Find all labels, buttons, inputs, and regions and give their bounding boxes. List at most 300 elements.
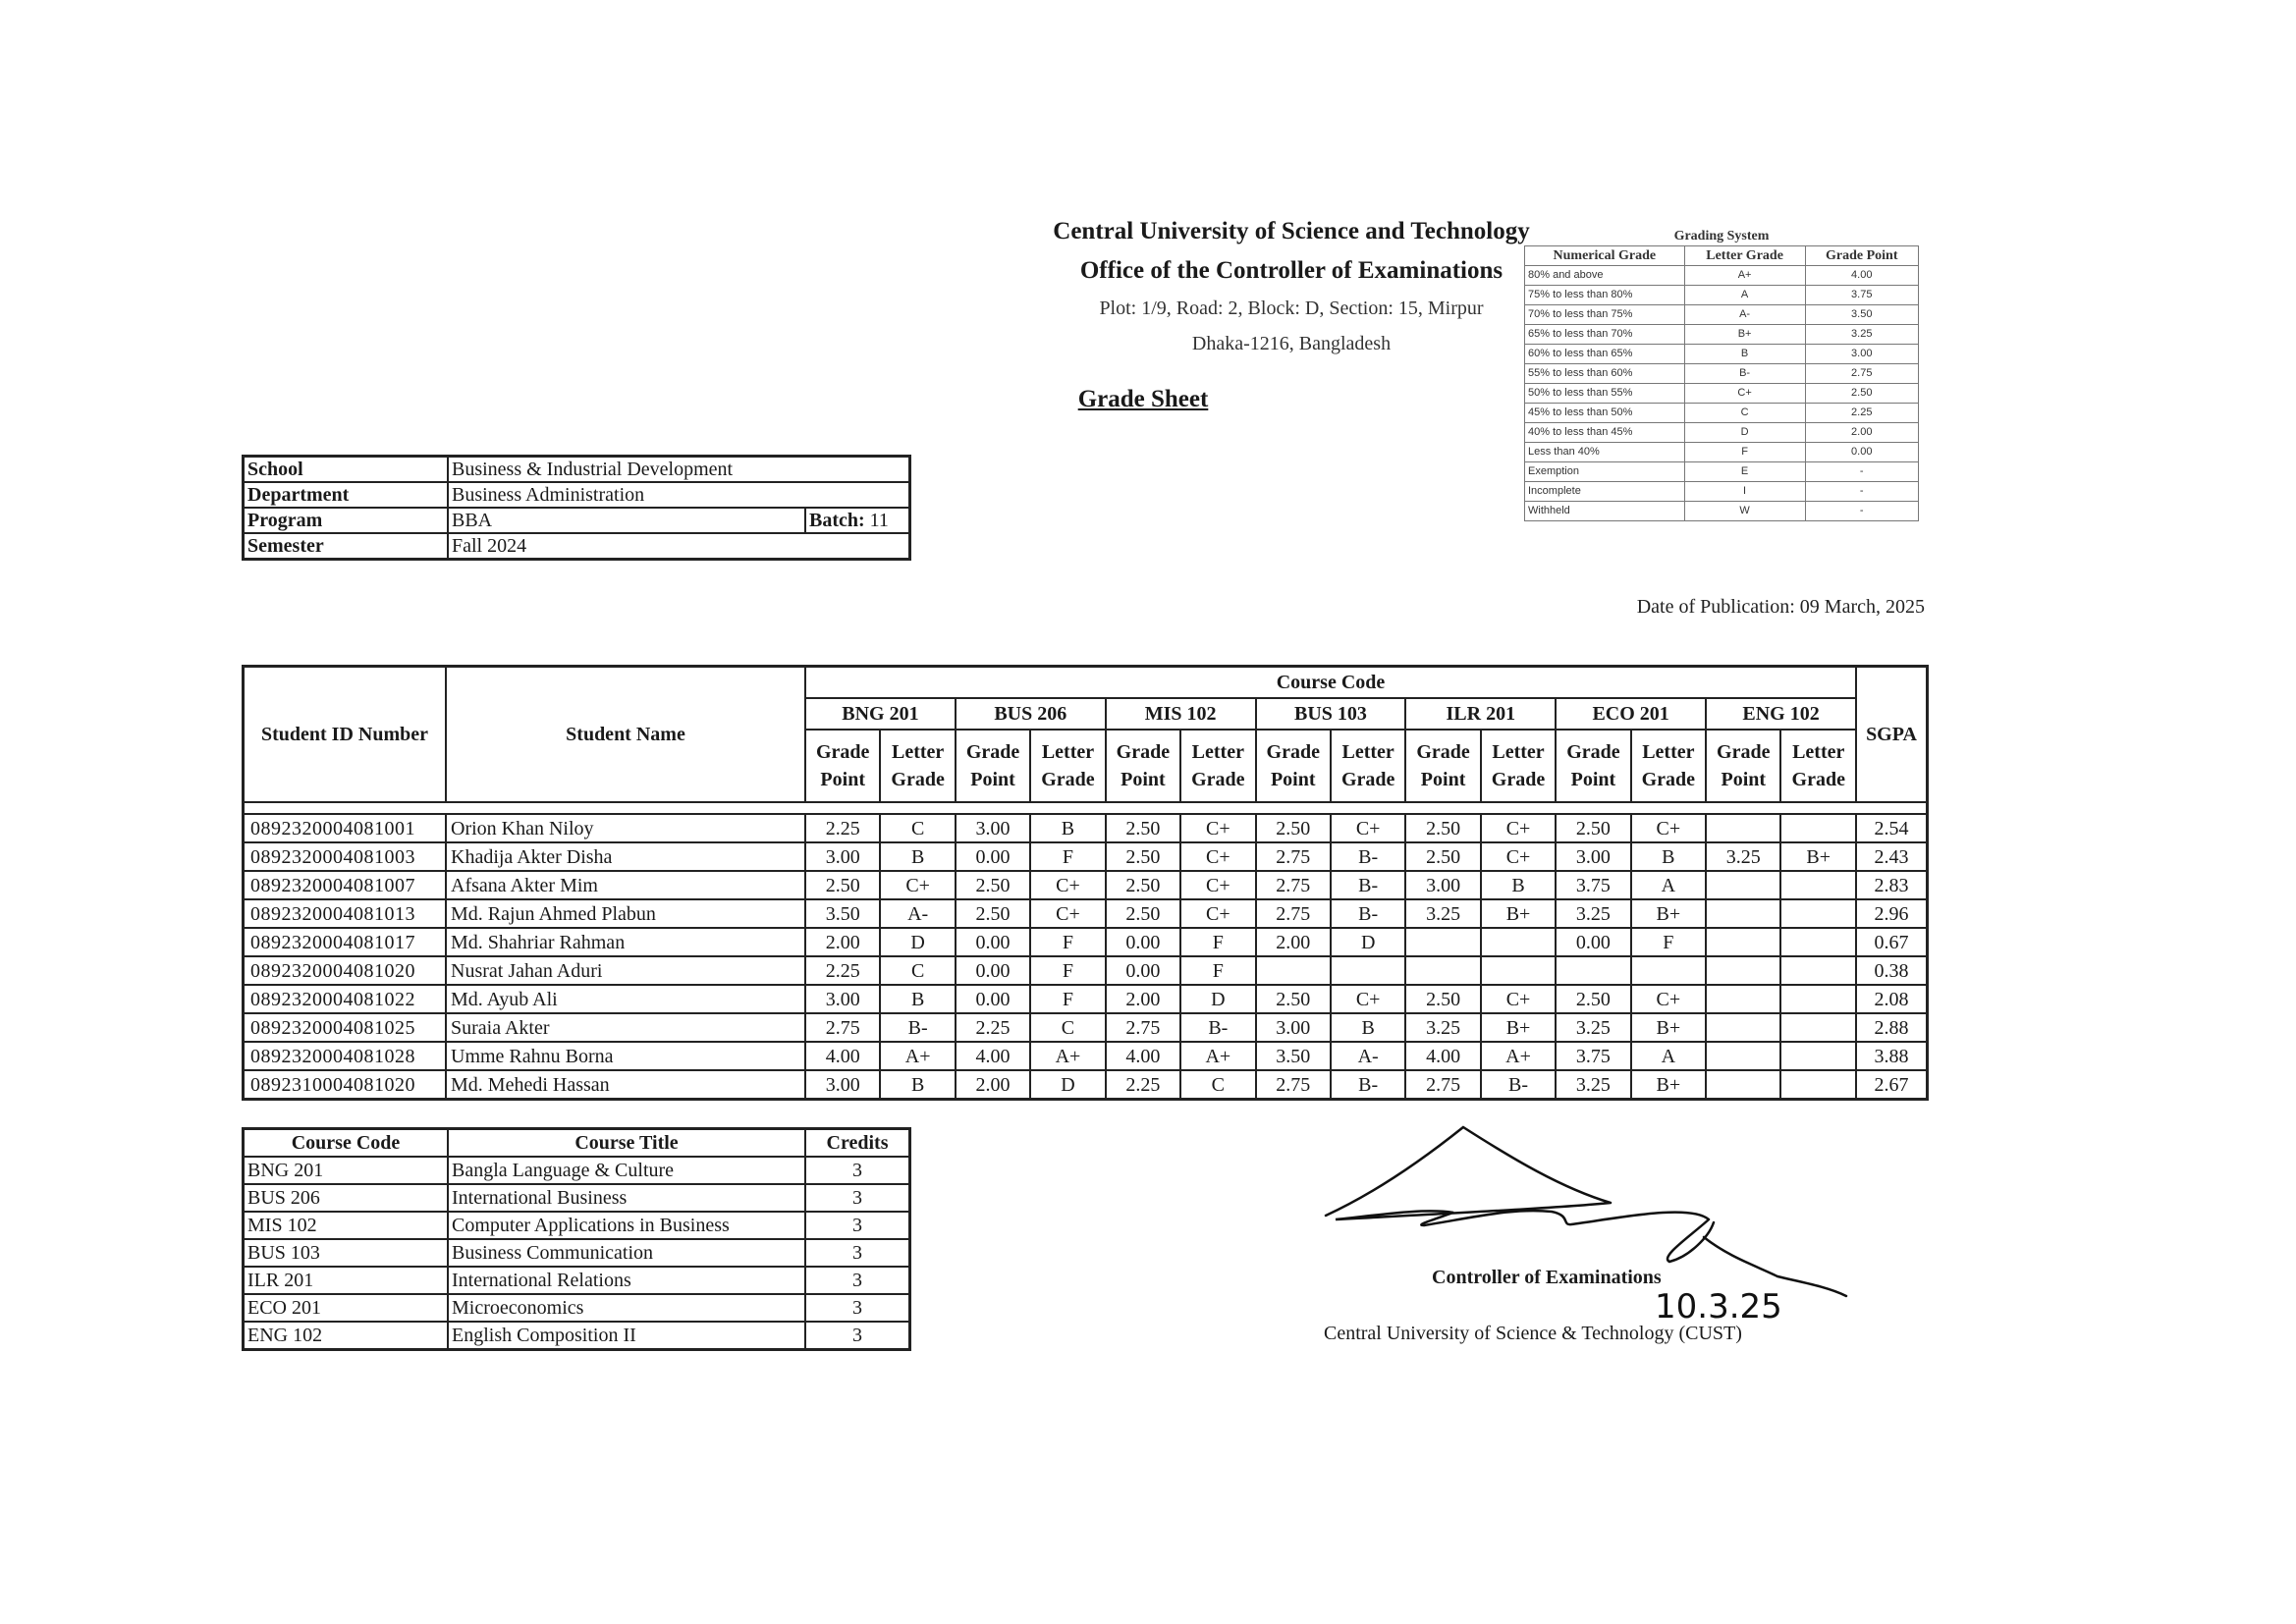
grade-point-header: Grade Point bbox=[1405, 730, 1480, 802]
course-row bbox=[244, 1212, 910, 1239]
grading-row bbox=[1525, 305, 1919, 325]
grade-point-cell: 2.00 bbox=[956, 1070, 1030, 1100]
grade-point-cell: 2.00 bbox=[805, 928, 880, 956]
course-title: Bangla Language & Culture bbox=[448, 1157, 805, 1184]
table-row bbox=[244, 985, 1928, 1013]
grade-point-cell: 2.50 bbox=[1556, 814, 1630, 842]
table-row bbox=[244, 899, 1928, 928]
grade-point-cell: 2.75 bbox=[1256, 871, 1331, 899]
course-code: MIS 102 bbox=[244, 1212, 449, 1239]
course-title: Microeconomics bbox=[448, 1294, 805, 1322]
grade-point-cell: 2.25 bbox=[956, 1013, 1030, 1042]
letter-grade-cell: B+ bbox=[1631, 899, 1706, 928]
grade-point-cell: 3.75 bbox=[1556, 1042, 1630, 1070]
student-id: 0892320004081022 bbox=[244, 985, 447, 1013]
grade-point-cell: 3.00 bbox=[1405, 871, 1480, 899]
grade-point-cell: 2.75 bbox=[805, 1013, 880, 1042]
grade-point: - bbox=[1805, 502, 1918, 521]
office-name: Office of the Controller of Examinations bbox=[1079, 257, 1503, 284]
letter-grade: B bbox=[1684, 345, 1805, 364]
letter-grade: A- bbox=[1684, 305, 1805, 325]
course-list-header: Course Title bbox=[448, 1129, 805, 1158]
course-header: BNG 201 bbox=[805, 698, 956, 730]
grade-point: - bbox=[1805, 482, 1918, 502]
sgpa-cell: 0.67 bbox=[1856, 928, 1928, 956]
letter-grade-cell: F bbox=[1030, 842, 1105, 871]
sgpa-cell: 2.67 bbox=[1856, 1070, 1928, 1100]
letter-grade-cell: C+ bbox=[1481, 842, 1556, 871]
letter-grade-header: Letter Grade bbox=[880, 730, 955, 802]
course-title: Computer Applications in Business bbox=[448, 1212, 805, 1239]
letter-grade-cell bbox=[1481, 928, 1556, 956]
letter-grade: F bbox=[1684, 443, 1805, 462]
letter-grade-cell: C bbox=[1180, 1070, 1255, 1100]
letter-grade-cell: B+ bbox=[1481, 1013, 1556, 1042]
department-value: Business Administration bbox=[448, 482, 910, 508]
grade-point-cell bbox=[1706, 1013, 1780, 1042]
letter-grade-cell: F bbox=[1180, 956, 1255, 985]
course-header: BUS 103 bbox=[1256, 698, 1406, 730]
grade-point-cell: 2.50 bbox=[805, 871, 880, 899]
grade-point-cell bbox=[1706, 899, 1780, 928]
grading-row bbox=[1525, 502, 1919, 521]
grade-point-header: Grade Point bbox=[1106, 730, 1180, 802]
sgpa-cell: 2.08 bbox=[1856, 985, 1928, 1013]
student-name: Orion Khan Niloy bbox=[446, 814, 805, 842]
grade-point-header: Grade Point bbox=[1556, 730, 1630, 802]
grade-point-cell bbox=[1706, 956, 1780, 985]
grade-point-cell: 2.25 bbox=[805, 956, 880, 985]
letter-grade-cell: C bbox=[880, 814, 955, 842]
grade-point: 3.00 bbox=[1805, 345, 1918, 364]
table-row bbox=[244, 871, 1928, 899]
course-credits: 3 bbox=[805, 1184, 910, 1212]
numerical-grade: 45% to less than 50% bbox=[1525, 404, 1685, 423]
grading-row bbox=[1525, 345, 1919, 364]
numerical-grade: 80% and above bbox=[1525, 266, 1685, 286]
letter-grade-cell bbox=[1481, 956, 1556, 985]
batch-label: Batch: bbox=[809, 510, 865, 531]
letter-grade-cell bbox=[1780, 985, 1856, 1013]
course-list-table bbox=[242, 1127, 911, 1351]
grade-point-cell: 3.25 bbox=[1405, 1013, 1480, 1042]
letter-grade-cell: C+ bbox=[1481, 985, 1556, 1013]
letter-grade: A+ bbox=[1684, 266, 1805, 286]
course-credits: 3 bbox=[805, 1157, 910, 1184]
letter-grade-cell bbox=[1780, 1013, 1856, 1042]
course-code: BUS 206 bbox=[244, 1184, 449, 1212]
letter-grade-cell: D bbox=[1180, 985, 1255, 1013]
letter-grade: B+ bbox=[1684, 325, 1805, 345]
student-name: Khadija Akter Disha bbox=[446, 842, 805, 871]
letter-grade-cell: B- bbox=[880, 1013, 955, 1042]
address-line-2: Dhaka-1216, Bangladesh bbox=[1191, 333, 1392, 354]
letter-grade-cell: B- bbox=[1331, 871, 1405, 899]
address-line-1: Plot: 1/9, Road: 2, Block: D, Section: 15, Mirpur bbox=[1099, 298, 1484, 319]
grade-point-cell: 3.00 bbox=[956, 814, 1030, 842]
letter-grade-cell: C+ bbox=[1180, 871, 1255, 899]
grade-point-cell: 2.50 bbox=[1405, 985, 1480, 1013]
letter-grade-cell bbox=[1331, 956, 1405, 985]
course-header: ECO 201 bbox=[1556, 698, 1706, 730]
letter-grade-cell: A+ bbox=[1030, 1042, 1105, 1070]
letter-grade-cell: C+ bbox=[1180, 899, 1255, 928]
letter-grade-header: Letter Grade bbox=[1631, 730, 1706, 802]
letter-grade-cell: D bbox=[1331, 928, 1405, 956]
letter-grade-cell: C+ bbox=[1481, 814, 1556, 842]
course-title: International Relations bbox=[448, 1267, 805, 1294]
letter-grade-cell: B bbox=[1030, 814, 1105, 842]
letter-grade-cell bbox=[1780, 956, 1856, 985]
student-id: 0892320004081020 bbox=[244, 956, 447, 985]
letter-grade-cell: B bbox=[1331, 1013, 1405, 1042]
handwritten-date: 10.3.25 bbox=[1655, 1287, 1782, 1326]
signatory-title: Controller of Examinations bbox=[1432, 1267, 1662, 1288]
letter-grade-cell: C+ bbox=[1180, 842, 1255, 871]
student-id: 0892320004081003 bbox=[244, 842, 447, 871]
course-title: English Composition II bbox=[448, 1322, 805, 1350]
letter-grade-cell: A+ bbox=[1481, 1042, 1556, 1070]
course-row bbox=[244, 1267, 910, 1294]
grade-point-cell bbox=[1706, 1042, 1780, 1070]
sgpa-cell: 2.96 bbox=[1856, 899, 1928, 928]
grade-point-cell: 3.00 bbox=[1256, 1013, 1331, 1042]
letter-grade-cell: B- bbox=[1481, 1070, 1556, 1100]
letter-grade-cell: B+ bbox=[1780, 842, 1856, 871]
letter-grade-cell: C+ bbox=[1631, 814, 1706, 842]
grade-point-cell: 0.00 bbox=[1556, 928, 1630, 956]
student-id: 0892320004081001 bbox=[244, 814, 447, 842]
letter-grade-cell: F bbox=[1030, 928, 1105, 956]
letter-grade-header: Letter Grade bbox=[1481, 730, 1556, 802]
letter-grade-cell: D bbox=[1030, 1070, 1105, 1100]
letter-grade-cell: C+ bbox=[1030, 899, 1105, 928]
grade-point-cell bbox=[1405, 956, 1480, 985]
grade-point-cell: 3.25 bbox=[1706, 842, 1780, 871]
signatory-organization: Central University of Science & Technology (CUST) bbox=[1324, 1323, 1742, 1344]
letter-grade-cell: C bbox=[1030, 1013, 1105, 1042]
letter-grade-cell: F bbox=[1631, 928, 1706, 956]
grade-point: 3.75 bbox=[1805, 286, 1918, 305]
grading-header: Grade Point bbox=[1805, 246, 1918, 266]
letter-grade: D bbox=[1684, 423, 1805, 443]
grade-point-cell bbox=[1556, 956, 1630, 985]
sgpa-cell: 0.38 bbox=[1856, 956, 1928, 985]
grade-point-cell: 4.00 bbox=[956, 1042, 1030, 1070]
table-row bbox=[244, 928, 1928, 956]
grade-point-cell: 2.75 bbox=[1256, 842, 1331, 871]
letter-grade-cell: B bbox=[880, 985, 955, 1013]
letter-grade: E bbox=[1684, 462, 1805, 482]
grade-point-cell bbox=[1706, 985, 1780, 1013]
letter-grade-cell: B+ bbox=[1481, 899, 1556, 928]
grade-point-cell: 2.50 bbox=[1106, 871, 1180, 899]
grading-row bbox=[1525, 404, 1919, 423]
course-credits: 3 bbox=[805, 1267, 910, 1294]
student-name: Nusrat Jahan Aduri bbox=[446, 956, 805, 985]
sgpa-cell: 2.88 bbox=[1856, 1013, 1928, 1042]
letter-grade: W bbox=[1684, 502, 1805, 521]
grade-point: 2.00 bbox=[1805, 423, 1918, 443]
grade-point-cell: 0.00 bbox=[956, 928, 1030, 956]
grade-point-cell: 2.25 bbox=[1106, 1070, 1180, 1100]
letter-grade-header: Letter Grade bbox=[1331, 730, 1405, 802]
student-name: Suraia Akter bbox=[446, 1013, 805, 1042]
grade-point-cell: 2.25 bbox=[805, 814, 880, 842]
course-title: International Business bbox=[448, 1184, 805, 1212]
grading-header: Numerical Grade bbox=[1525, 246, 1685, 266]
grade-point-cell: 2.75 bbox=[1106, 1013, 1180, 1042]
grade-point-cell: 2.50 bbox=[1556, 985, 1630, 1013]
grade-point: 4.00 bbox=[1805, 266, 1918, 286]
course-code: ENG 102 bbox=[244, 1322, 449, 1350]
grade-point-cell: 3.00 bbox=[805, 842, 880, 871]
letter-grade-cell: A+ bbox=[880, 1042, 955, 1070]
student-name: Md. Rajun Ahmed Plabun bbox=[446, 899, 805, 928]
letter-grade-cell: A- bbox=[880, 899, 955, 928]
grade-point-cell: 3.75 bbox=[1556, 871, 1630, 899]
letter-grade-cell: B- bbox=[1331, 899, 1405, 928]
letter-grade-cell: B bbox=[880, 842, 955, 871]
course-list-header: Credits bbox=[805, 1129, 910, 1158]
numerical-grade: 70% to less than 75% bbox=[1525, 305, 1685, 325]
letter-grade-header: Letter Grade bbox=[1180, 730, 1255, 802]
grade-table bbox=[242, 665, 1929, 1101]
course-title: Business Communication bbox=[448, 1239, 805, 1267]
grade-point-cell: 2.50 bbox=[1256, 985, 1331, 1013]
grade-point-cell: 3.25 bbox=[1556, 899, 1630, 928]
sgpa-cell: 3.88 bbox=[1856, 1042, 1928, 1070]
grade-point-cell: 4.00 bbox=[1405, 1042, 1480, 1070]
batch-cell bbox=[805, 508, 910, 533]
program-label: Program bbox=[244, 508, 449, 533]
numerical-grade: 75% to less than 80% bbox=[1525, 286, 1685, 305]
letter-grade: I bbox=[1684, 482, 1805, 502]
grading-row bbox=[1525, 462, 1919, 482]
letter-grade-cell: C+ bbox=[1331, 985, 1405, 1013]
letter-grade-cell bbox=[1631, 956, 1706, 985]
grade-point-cell: 2.50 bbox=[1405, 814, 1480, 842]
letter-grade-cell: B- bbox=[1331, 1070, 1405, 1100]
course-code-header: Course Code bbox=[805, 667, 1856, 699]
table-row bbox=[244, 814, 1928, 842]
letter-grade-cell bbox=[1780, 1070, 1856, 1100]
grade-point-header: Grade Point bbox=[1706, 730, 1780, 802]
grade-point-cell bbox=[1256, 956, 1331, 985]
grading-row bbox=[1525, 364, 1919, 384]
sgpa-header: SGPA bbox=[1856, 667, 1928, 803]
university-name: Central University of Science and Technology bbox=[1053, 218, 1530, 244]
letter-grade-cell: B bbox=[1631, 842, 1706, 871]
numerical-grade: Incomplete bbox=[1525, 482, 1685, 502]
grade-point-header: Grade Point bbox=[805, 730, 880, 802]
course-code: ILR 201 bbox=[244, 1267, 449, 1294]
numerical-grade: 55% to less than 60% bbox=[1525, 364, 1685, 384]
table-row bbox=[244, 842, 1928, 871]
program-value: BBA bbox=[448, 508, 805, 533]
grade-point-cell: 2.00 bbox=[1256, 928, 1331, 956]
student-id: 0892320004081017 bbox=[244, 928, 447, 956]
grade-point: 2.25 bbox=[1805, 404, 1918, 423]
letter-grade-header: Letter Grade bbox=[1780, 730, 1856, 802]
signature-image bbox=[1316, 1110, 1866, 1335]
course-row bbox=[244, 1184, 910, 1212]
course-code: ECO 201 bbox=[244, 1294, 449, 1322]
letter-grade-header: Letter Grade bbox=[1030, 730, 1105, 802]
letter-grade-cell bbox=[1780, 814, 1856, 842]
numerical-grade: 65% to less than 70% bbox=[1525, 325, 1685, 345]
student-name: Md. Mehedi Hassan bbox=[446, 1070, 805, 1100]
course-list-header: Course Code bbox=[244, 1129, 449, 1158]
grade-point-cell: 2.75 bbox=[1405, 1070, 1480, 1100]
grade-point-cell: 0.00 bbox=[956, 842, 1030, 871]
course-credits: 3 bbox=[805, 1239, 910, 1267]
grade-point-cell bbox=[1706, 814, 1780, 842]
letter-grade: C bbox=[1684, 404, 1805, 423]
letter-grade-cell: A+ bbox=[1180, 1042, 1255, 1070]
grade-header-row bbox=[244, 667, 1928, 699]
grading-row bbox=[1525, 443, 1919, 462]
student-id: 0892320004081007 bbox=[244, 871, 447, 899]
grade-point-cell: 2.00 bbox=[1106, 985, 1180, 1013]
grade-point: 0.00 bbox=[1805, 443, 1918, 462]
letter-grade: A bbox=[1684, 286, 1805, 305]
course-code: BNG 201 bbox=[244, 1157, 449, 1184]
grade-point-cell bbox=[1706, 871, 1780, 899]
course-row bbox=[244, 1294, 910, 1322]
numerical-grade: Withheld bbox=[1525, 502, 1685, 521]
letter-grade-cell: A bbox=[1631, 1042, 1706, 1070]
letter-grade-cell: C+ bbox=[880, 871, 955, 899]
grade-point-cell: 0.00 bbox=[1106, 956, 1180, 985]
student-name: Umme Rahnu Borna bbox=[446, 1042, 805, 1070]
letter-grade-cell: F bbox=[1180, 928, 1255, 956]
table-row bbox=[244, 1070, 1928, 1100]
table-row bbox=[244, 1013, 1928, 1042]
student-id: 0892320004081028 bbox=[244, 1042, 447, 1070]
grade-point-cell: 2.50 bbox=[1106, 842, 1180, 871]
student-name: Md. Ayub Ali bbox=[446, 985, 805, 1013]
student-name-header: Student Name bbox=[446, 667, 805, 803]
grade-point: 3.50 bbox=[1805, 305, 1918, 325]
grading-row bbox=[1525, 325, 1919, 345]
student-id: 0892320004081025 bbox=[244, 1013, 447, 1042]
grade-point-cell: 2.50 bbox=[1106, 899, 1180, 928]
course-code: BUS 103 bbox=[244, 1239, 449, 1267]
student-id-header: Student ID Number bbox=[244, 667, 447, 803]
letter-grade-cell: B bbox=[880, 1070, 955, 1100]
grade-point-cell: 3.50 bbox=[805, 899, 880, 928]
school-value: Business & Industrial Development bbox=[448, 457, 910, 483]
program-info-table bbox=[242, 455, 911, 561]
grading-system-table bbox=[1524, 227, 1919, 521]
grade-point-cell: 2.50 bbox=[1405, 842, 1480, 871]
sgpa-cell: 2.83 bbox=[1856, 871, 1928, 899]
grade-point-cell: 3.25 bbox=[1556, 1070, 1630, 1100]
letter-grade-cell: C+ bbox=[1180, 814, 1255, 842]
numerical-grade: Exemption bbox=[1525, 462, 1685, 482]
grade-point-cell: 2.50 bbox=[956, 899, 1030, 928]
grade-point-cell: 3.00 bbox=[805, 985, 880, 1013]
student-id: 0892320004081013 bbox=[244, 899, 447, 928]
grade-point-cell: 4.00 bbox=[805, 1042, 880, 1070]
grade-point: - bbox=[1805, 462, 1918, 482]
letter-grade-cell: B+ bbox=[1631, 1070, 1706, 1100]
grade-point-cell: 2.50 bbox=[1256, 814, 1331, 842]
letter-grade: B- bbox=[1684, 364, 1805, 384]
course-credits: 3 bbox=[805, 1322, 910, 1350]
grade-point-cell: 3.00 bbox=[1556, 842, 1630, 871]
batch-value: 11 bbox=[869, 510, 889, 531]
course-row bbox=[244, 1322, 910, 1350]
numerical-grade: 40% to less than 45% bbox=[1525, 423, 1685, 443]
grading-row bbox=[1525, 423, 1919, 443]
grading-system-rows bbox=[1525, 266, 1919, 521]
grade-point-cell: 4.00 bbox=[1106, 1042, 1180, 1070]
grade-point-cell: 0.00 bbox=[956, 956, 1030, 985]
letter-grade-cell bbox=[1780, 928, 1856, 956]
course-row bbox=[244, 1239, 910, 1267]
grading-row bbox=[1525, 266, 1919, 286]
grade-point-cell: 3.50 bbox=[1256, 1042, 1331, 1070]
letter-grade-cell bbox=[1780, 1042, 1856, 1070]
numerical-grade: Less than 40% bbox=[1525, 443, 1685, 462]
letter-grade-cell bbox=[1780, 871, 1856, 899]
semester-label: Semester bbox=[244, 533, 449, 560]
grade-point-header: Grade Point bbox=[1256, 730, 1331, 802]
grade-point: 3.25 bbox=[1805, 325, 1918, 345]
grading-row bbox=[1525, 384, 1919, 404]
course-header: ILR 201 bbox=[1405, 698, 1556, 730]
grade-point-cell: 0.00 bbox=[1106, 928, 1180, 956]
grade-point-cell: 3.00 bbox=[805, 1070, 880, 1100]
grade-point-cell: 0.00 bbox=[956, 985, 1030, 1013]
grade-point-cell bbox=[1706, 1070, 1780, 1100]
letter-grade-cell: B- bbox=[1331, 842, 1405, 871]
page-title: Grade Sheet bbox=[1077, 386, 1209, 412]
student-name: Md. Shahriar Rahman bbox=[446, 928, 805, 956]
grade-point-cell: 2.75 bbox=[1256, 899, 1331, 928]
letter-grade-cell: A- bbox=[1331, 1042, 1405, 1070]
letter-grade-cell: F bbox=[1030, 956, 1105, 985]
letter-grade-cell: B bbox=[1481, 871, 1556, 899]
grade-point: 2.50 bbox=[1805, 384, 1918, 404]
school-label: School bbox=[244, 457, 449, 483]
letter-grade-cell: C+ bbox=[1030, 871, 1105, 899]
table-row bbox=[244, 1042, 1928, 1070]
grade-point-cell: 3.25 bbox=[1556, 1013, 1630, 1042]
semester-value: Fall 2024 bbox=[448, 533, 910, 560]
grade-point-cell bbox=[1405, 928, 1480, 956]
grade-point-cell: 2.50 bbox=[1106, 814, 1180, 842]
letter-grade-cell: B+ bbox=[1631, 1013, 1706, 1042]
letter-grade: C+ bbox=[1684, 384, 1805, 404]
sgpa-cell: 2.43 bbox=[1856, 842, 1928, 871]
grade-point-header: Grade Point bbox=[956, 730, 1030, 802]
numerical-grade: 50% to less than 55% bbox=[1525, 384, 1685, 404]
course-credits: 3 bbox=[805, 1212, 910, 1239]
table-row bbox=[244, 956, 1928, 985]
course-credits: 3 bbox=[805, 1294, 910, 1322]
letter-grade-cell: C bbox=[880, 956, 955, 985]
grading-header: Letter Grade bbox=[1684, 246, 1805, 266]
publication-date: Date of Publication: 09 March, 2025 bbox=[1636, 596, 1925, 618]
grading-row bbox=[1525, 286, 1919, 305]
grade-point: 2.75 bbox=[1805, 364, 1918, 384]
letter-grade-cell bbox=[1780, 899, 1856, 928]
grade-point-cell: 2.50 bbox=[956, 871, 1030, 899]
numerical-grade: 60% to less than 65% bbox=[1525, 345, 1685, 364]
